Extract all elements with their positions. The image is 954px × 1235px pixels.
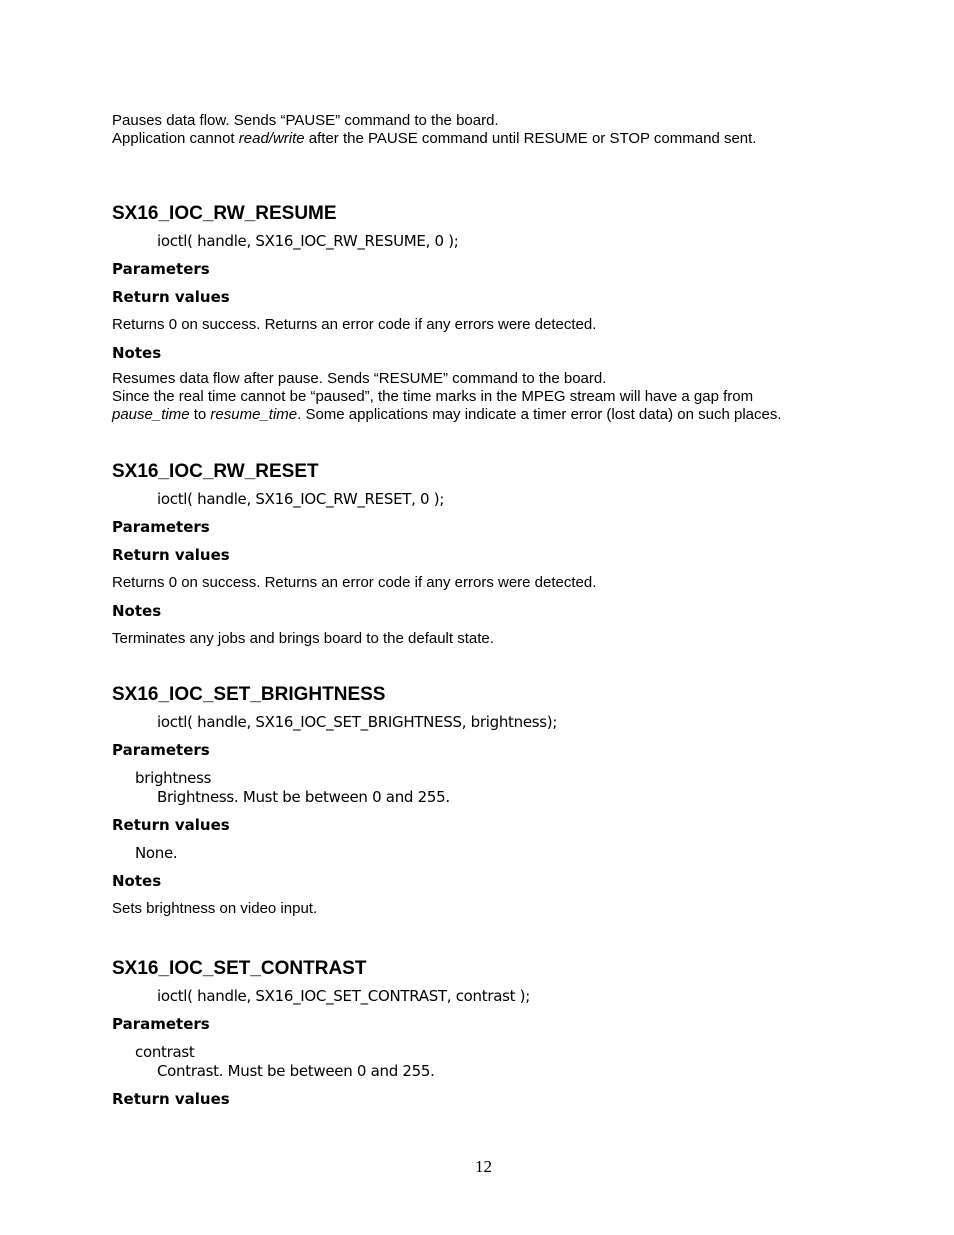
page-number: 12 [475,1157,492,1176]
resume-return-text: Returns 0 on success. Returns an error code if any errors were detected. [112,316,597,333]
intro-line-2-pre: Application cannot [112,130,239,147]
reset-return-label: Return values [112,546,230,564]
intro-line-1: Pauses data flow. Sends “PAUSE” command to the board. [112,112,499,129]
contrast-param-description: Contrast. Must be between 0 and 255. [157,1062,435,1080]
section-title-resume: SX16_IOC_RW_RESUME [112,203,337,224]
contrast-parameters-label: Parameters [112,1015,210,1033]
intro-line-2-post: after the PAUSE command until RESUME or STOP command sent. [304,130,757,147]
reset-notes-text: Terminates any jobs and brings board to the default state. [112,630,494,647]
brightness-call-signature: ioctl( handle, SX16_IOC_SET_BRIGHTNESS, brightness); [157,713,558,731]
resume-notes-line-1: Resumes data flow after pause. Sends “RESUME” command to the board. [112,370,607,387]
intro-line-2-emphasis: read/write [238,130,305,147]
section-title-contrast: SX16_IOC_SET_CONTRAST [112,958,367,979]
resume-call-signature: ioctl( handle, SX16_IOC_RW_RESUME, 0 ); [157,232,459,250]
notes-line-3-post: . Some applications may indicate a timer error (lost data) on such places. [297,406,782,423]
resume-time-term: resume_time [210,406,298,423]
resume-notes-line-2: Since the real time cannot be “paused”, the time marks in the MPEG stream will have a gap from [112,388,754,405]
reset-call-signature: ioctl( handle, SX16_IOC_RW_RESET, 0 ); [157,490,445,508]
brightness-return-label: Return values [112,816,230,834]
reset-notes-label: Notes [112,602,162,620]
resume-notes-label: Notes [112,344,162,362]
contrast-call-signature: ioctl( handle, SX16_IOC_SET_CONTRAST, contrast ); [157,987,530,1005]
resume-notes-line-3 [112,406,782,424]
brightness-notes-text: Sets brightness on video input. [112,900,318,917]
reset-return-text: Returns 0 on success. Returns an error code if any errors were detected. [112,574,597,591]
brightness-parameters-label: Parameters [112,741,210,759]
resume-parameters-label: Parameters [112,260,210,278]
notes-line-3-mid: to [189,406,211,423]
brightness-return-text: None. [135,844,178,862]
section-title-brightness: SX16_IOC_SET_BRIGHTNESS [112,684,386,705]
contrast-return-label: Return values [112,1090,230,1108]
reset-parameters-label: Parameters [112,518,210,536]
brightness-param-name: brightness [135,769,212,787]
intro-line-2 [112,130,756,148]
brightness-notes-label: Notes [112,872,162,890]
contrast-param-name: contrast [135,1043,195,1061]
section-title-reset: SX16_IOC_RW_RESET [112,461,319,482]
resume-return-label: Return values [112,288,230,306]
brightness-param-description: Brightness. Must be between 0 and 255. [157,788,450,806]
pause-time-term: pause_time [112,406,190,423]
